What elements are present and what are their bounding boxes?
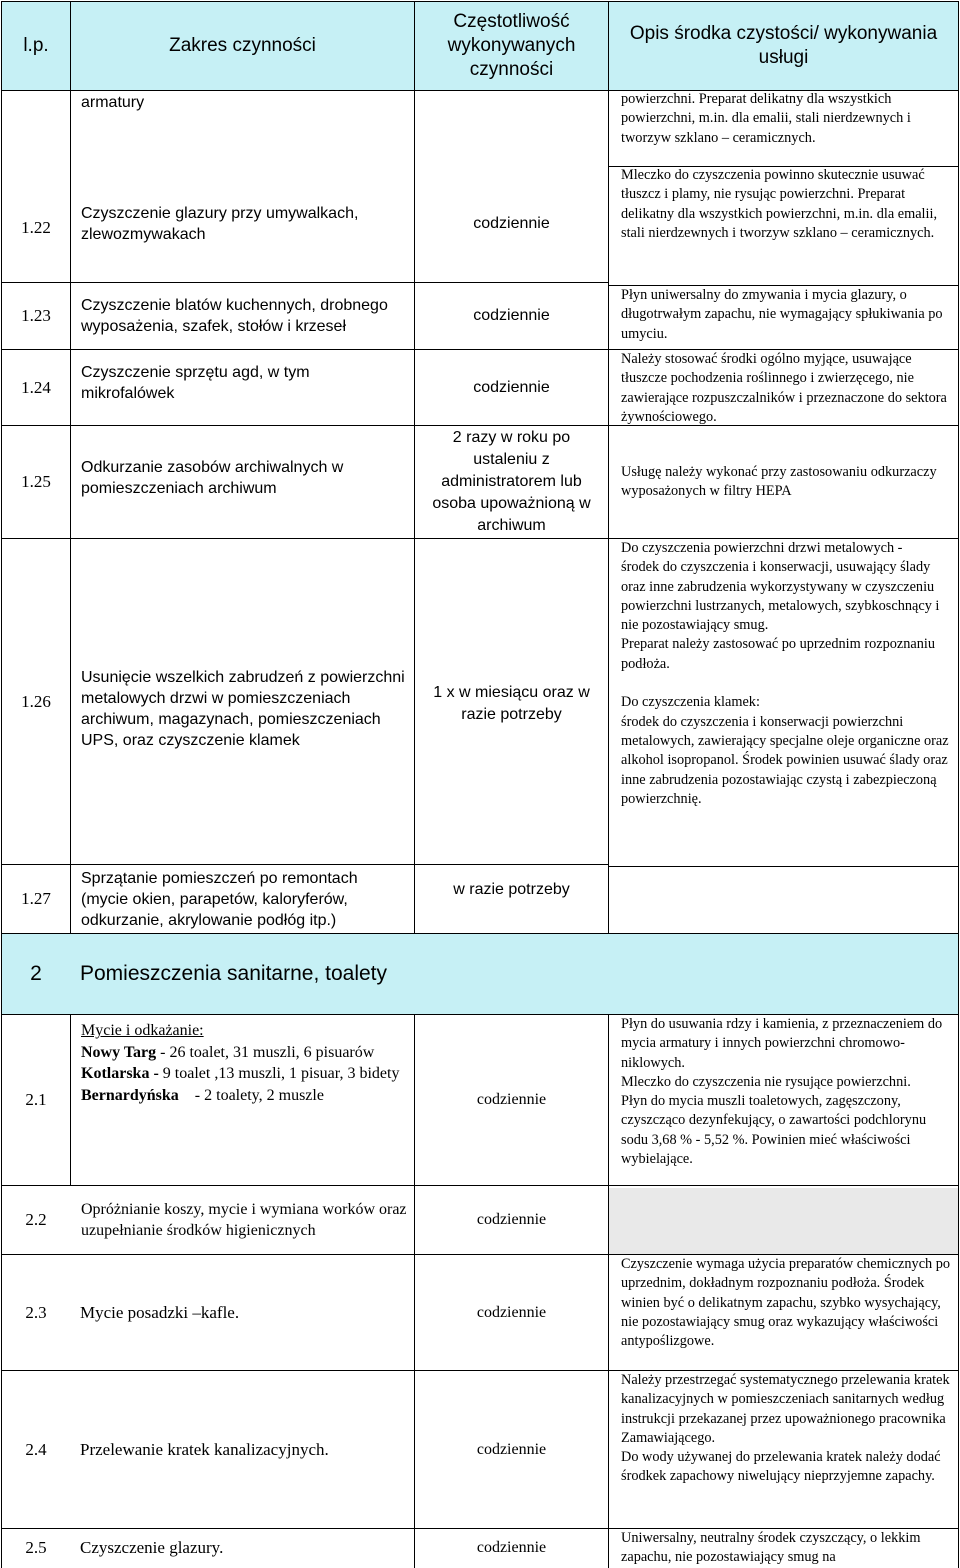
section-number: 2	[30, 962, 42, 985]
grid-line	[70, 1014, 71, 1186]
scope-location-line: Bernardyńska - 2 toalety, 2 muszle	[81, 1086, 324, 1104]
grid-line	[609, 349, 959, 350]
header-frequency: Częstotliwość wykonywanych czynności	[415, 2, 608, 90]
frequency-cell: codziennie	[476, 1538, 547, 1556]
grid-line	[1, 425, 609, 426]
frequency-cell: codziennie	[476, 1211, 547, 1228]
scope-text: Przelewanie kratek kanalizacyjnych.	[80, 1440, 329, 1459]
scope-cell: Czyszczenie glazury przy umywalkach, zlewozmywakach	[81, 205, 359, 243]
row-number: 1.22	[21, 218, 51, 237]
header-scope: Zakres czynności	[71, 2, 414, 90]
grid-line	[1, 1014, 959, 1015]
scope-cell: Opróżnianie koszy, mycie i wymiana worków oraz uzupełnianie środków higienicznych	[81, 1200, 407, 1239]
frequency-cell: codziennie	[473, 215, 550, 232]
grid-line	[1, 1254, 959, 1255]
row-number: 2.2	[25, 1210, 47, 1229]
grid-line	[608, 1, 609, 934]
grid-line	[1, 1370, 959, 1371]
scope-text: Mycie posadzki –kafle.	[80, 1303, 240, 1322]
scope-cell: Sprzątanie pomieszczeń po remontach (mycie okien, parapetów, kaloryferów, odkurzanie, akrylowanie podłóg itp.)	[81, 869, 358, 929]
grid-line	[1, 282, 609, 283]
grid-line	[958, 1, 959, 1568]
grid-line	[1, 1528, 959, 1529]
header-lp: l.p.	[2, 2, 70, 90]
grid-line	[1, 1, 2, 1568]
row-number: 1.26	[21, 691, 51, 711]
scope-cell	[71, 1020, 414, 1184]
frequency-cell: codziennie	[476, 1304, 547, 1321]
row-number: 2.5	[25, 1537, 47, 1557]
row-number: 2.4	[25, 1440, 47, 1459]
grid-line	[414, 1014, 415, 1568]
grid-line	[1, 349, 609, 350]
row-number: 1.27	[21, 889, 51, 908]
grid-line	[609, 425, 959, 426]
row-number: 1.25	[21, 472, 51, 491]
grid-line	[609, 285, 959, 286]
frequency-cell: 2 razy w roku po ustaleniu z administratorem lub osoba upoważnioną w archiwum	[432, 429, 591, 534]
description-cell: Usługę należy wykonać przy zastosowaniu odkurzaczy wyposażonych w filtry HEPA	[621, 463, 937, 499]
grid-line	[609, 538, 959, 539]
grid-line	[1, 538, 609, 539]
description-cell: Mleczko do czyszczenia powinno skutecznie usuwać tłuszcz i plamy, nie rysując powierzchni. Preparat delikatny dla wszystkich powierzchni, m.in. dla emalii, stali nierdzewnych i tworzyw szklano – ceramicznych.	[621, 167, 938, 241]
frequency-cell: w razie potrzeby	[453, 881, 570, 898]
scope-cell: Usunięcie wszelkich zabrudzeń z powierzchni metalowych drzwi w pomieszczeniach archiwum, magazynach, pomieszczeniach UPS, oraz czyszczenie klamek	[81, 668, 405, 749]
row-number: 2.1	[25, 1090, 47, 1109]
empty-description-cell	[609, 1188, 958, 1254]
description-cell: Uniwersalny, neutralny środek czyszczący, o lekkim zapachu, nie pozostawiający smug na	[621, 1530, 921, 1566]
header-description: Opis środka czystości/ wykonywania usługi	[609, 2, 958, 90]
grid-line	[1, 864, 609, 865]
grid-line	[1, 1, 959, 2]
frequency-cell: codziennie	[476, 1441, 547, 1458]
section-header	[2, 934, 958, 1014]
grid-line	[1, 90, 959, 91]
row-number-and-scope	[2, 1529, 414, 1566]
frequency-cell: codziennie	[473, 378, 550, 396]
scope-cell: Czyszczenie blatów kuchennych, drobnego wyposażenia, szafek, stołów i krzeseł	[81, 297, 388, 335]
frequency-cell: codziennie	[473, 307, 550, 324]
description-cell: Należy stosować środki ogólno myjące, usuwające tłuszcze pochodzenia roślinnego i zwierzęcego, nie zawierające rozpuszczalników i przeznaczone do sektora żywnościowego.	[621, 351, 947, 425]
description-cell: Czyszczenie wymaga użycia preparatów chemicznych po uprzednim, dokładnym rozpoznaniu podłoża. Środek winien być o delikatnym zapachu, szybko wysychający, nie pozostawiający smug oraz wykazujący właściwości antypoślizgowe.	[621, 1256, 951, 1350]
row-number-and-scope	[2, 1256, 414, 1370]
grid-line	[609, 166, 959, 167]
scope-heading: Mycie i odkażanie:	[81, 1022, 204, 1039]
grid-line	[609, 866, 959, 867]
grid-line	[70, 1, 71, 934]
grid-line	[1, 1185, 959, 1186]
row-number-and-scope	[2, 1372, 414, 1528]
description-cell: Należy przestrzegać systematycznego przelewania kratek kanalizacyjnych w pomieszczeniach sanitarnych według instrukcji przekazanej przez upoważnionego pracownika Zamawiającego. Do wody używanej do przelewania kratek należy dodać środkek zapachowy niwelujący nieprzyjemne zapachy.	[621, 1372, 950, 1485]
scope-location-line: Nowy Targ - 26 toalet, 31 muszli, 6 pisuarów	[81, 1043, 375, 1061]
grid-line	[608, 1014, 609, 1568]
description-cell: Płyn uniwersalny do zmywania i mycia glazury, o długotrwałym zapachu, nie wymagający spłukiwania po umyciu.	[621, 287, 943, 342]
scope-cell: Czyszczenie sprzętu agd, w tym mikrofalówek	[81, 363, 310, 402]
row-number: 1.24	[21, 377, 51, 397]
description-cell: Do czyszczenia powierzchni drzwi metalowych - środek do czyszczenia i konserwacji, usuwający ślady oraz inne zabrudzenia wykorzystywany w czyszczeniu powierzchni lustrzanych, metalowych, szybkoschnący i nie pozostawiający smug. Preparat należy zastosować po uprzednim rozpoznaniu podłoża. Do czyszczenia klamek: środek do czyszczenia i konserwacji powierzchni metalowych, zawierający specjalne oleje organiczne oraz alkohol isopropanol. Środek powinien usuwać ślady oraz inne zabrudzenia pozostawiając czystą i zabezpieczoną powierzchnię.	[621, 540, 949, 807]
row-number: 1.23	[21, 306, 51, 325]
section-title: Pomieszczenia sanitarne, toalety	[80, 962, 387, 985]
scope-cell: Odkurzanie zasobów archiwalnych w pomieszczeniach archiwum	[81, 459, 344, 497]
row-number: 2.3	[25, 1303, 47, 1322]
frequency-cell: codziennie	[476, 1091, 547, 1108]
scope-text: Czyszczenie glazury.	[80, 1537, 224, 1557]
description-cell: Płyn do usuwania rdzy i kamienia, z przeznaczeniem do mycia armatury i innych powierzchni chromowo-niklowych. Mleczko do czyszczenia nie rysujące powierzchni. Płyn do mycia muszli toaletowych, zagęszczony, czyszcząco dezynfekujący, o zawartości podchlorynu sodu 3,68 % - 5,52 %. Powinien mieć właściwości wybielające.	[621, 1016, 943, 1168]
grid-line	[414, 1, 415, 934]
frequency-cell: 1 x w miesiącu oraz w razie potrzeby	[433, 683, 590, 723]
scope-cell-continued: armatury	[81, 94, 145, 111]
description-cell-continued: powierzchni. Preparat delikatny dla wszystkich powierzchni, m.in. dla emalii, stali nierdzewnych i tworzyw szklano – ceramicznych.	[621, 91, 911, 146]
grid-line	[1, 933, 959, 934]
scope-location-line: Kotlarska - 9 toalet ,13 muszli, 1 pisuar, 3 bidety	[81, 1065, 400, 1082]
